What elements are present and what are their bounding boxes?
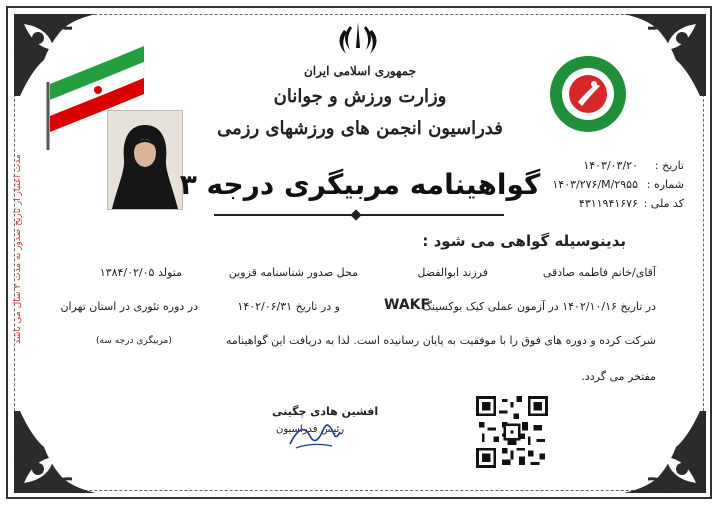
person-name: آقای/خانم فاطمه صادقی [542, 266, 656, 279]
father-name: فرزند ابوالفضل [417, 266, 488, 279]
title-divider [214, 214, 504, 216]
date-value: ۱۴۰۳/۰۳/۲۰ [583, 159, 638, 172]
number-value: ۱۴۰۳/۲۷۶/M/۲۹۵۵ [552, 178, 638, 191]
wakf-label: WAKF [384, 297, 431, 313]
iran-emblem-icon [336, 18, 380, 58]
federation-heading: فدراسیون انجمن های ورزشهای رزمی [217, 118, 503, 139]
number-label: شماره : [646, 178, 684, 191]
national-id-value: ۴۳۱۱۹۴۱۶۷۶ [578, 197, 638, 210]
intro-text: بدینوسیله گواهی می شود : [422, 232, 626, 250]
signature-icon [288, 414, 342, 452]
corner-ornament [10, 407, 100, 497]
birth-date: متولد ۱۳۸۴/۰۲/۰۵ [99, 266, 182, 279]
grade-note: (مربیگری درجه سه) [96, 336, 172, 346]
validity-note: مدت اعتبار از تاریخ صدور به مدت ۲ سال می باشد [13, 154, 23, 344]
national-id-label: کد ملی : [643, 197, 684, 210]
issue-place: محل صدور شناسنامه قزوین [228, 266, 358, 279]
republic-heading: جمهوری اسلامی ایران [303, 64, 417, 78]
federation-logo [548, 54, 628, 134]
ministry-heading: وزارت ورزش و جوانان [273, 86, 447, 107]
exam-text: در تاریخ ۱۴۰۲/۱۰/۱۶ در آزمون عملی کیک بوکسینگ [422, 300, 656, 313]
signatory-role: رئیس فدراسیون [276, 424, 345, 435]
completion-text: شرکت کرده و دوره های فوق را با موفقیت به پایان رسانیده است. لذا به دریافت این گواهینامه [226, 334, 656, 347]
corner-ornament [620, 407, 710, 497]
certificate-title: گواهینامه مربیگری درجه ۳ [179, 168, 541, 201]
honor-text: مفتخر می گردد. [581, 370, 656, 383]
signatory-name: افشین هادی چگینی [272, 405, 379, 418]
province-text: در دوره تئوری در استان تهران [60, 300, 198, 313]
qr-code-icon [476, 396, 548, 468]
date-label: تاریخ : [654, 159, 684, 172]
theory-date-text: و در تاریخ ۱۴۰۲/۰۶/۳۱ [237, 300, 340, 313]
